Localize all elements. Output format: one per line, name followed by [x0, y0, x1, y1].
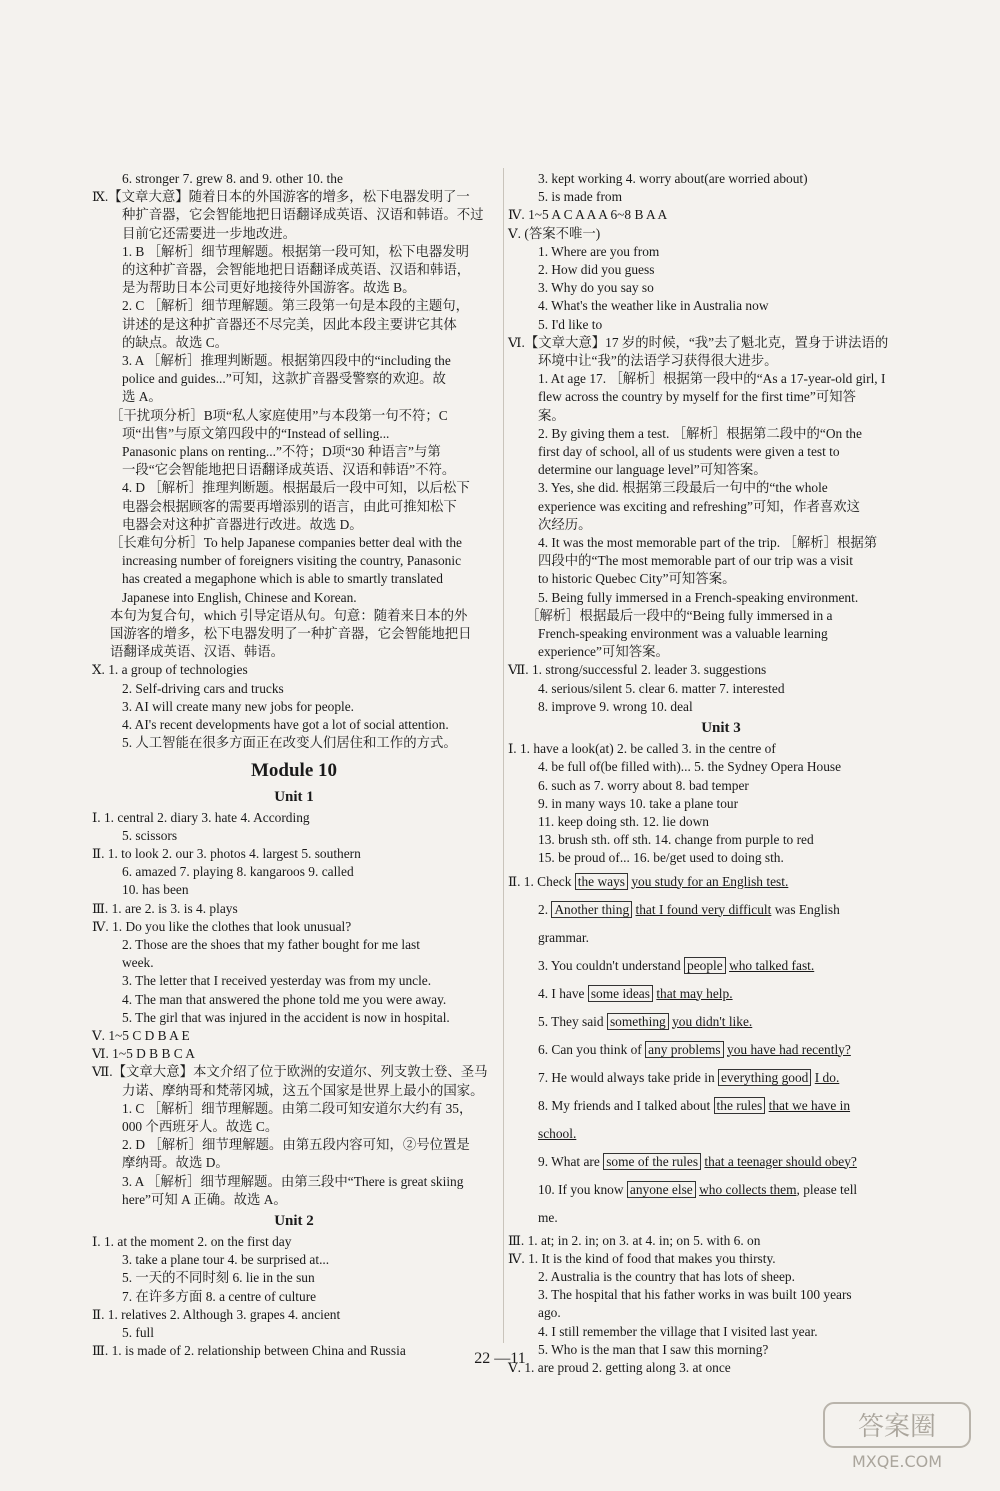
clause-underline: that a teenager should obey? — [704, 1153, 857, 1169]
answer-line: Ⅶ. 1. strong/successful 2. leader 3. suggestions — [508, 662, 767, 678]
antecedent-box: some ideas — [588, 985, 653, 1002]
answer-line: 2. Australia is the country that has lots of sheep. — [538, 1268, 795, 1284]
answer-line: flew across the country by myself for the first time”可知答 — [538, 389, 856, 405]
clause-underline: that we have in — [768, 1097, 851, 1113]
answer-line: Ⅱ. 1. relatives 2. Although 3. grapes 4. ancient — [92, 1306, 341, 1322]
clause-underline: who collects them — [699, 1181, 797, 1197]
clause-underline: you have had recently? — [727, 1041, 851, 1057]
answer-line: 2. By giving them a test. ［解析］根据第二段中的“On the — [538, 425, 862, 441]
answer-line: 讲述的是这种扩音器还不尽完美，因此本段主要讲它其体 — [122, 316, 457, 332]
clause-underline: you study for an English test. — [631, 873, 789, 889]
answer-line: 目前它还需要进一步地改进。 — [122, 225, 297, 241]
answer-line: 7. 在许多方面 8. a centre of culture — [122, 1288, 317, 1304]
line-text: 9. What are — [538, 1153, 604, 1169]
answer-line: 5. Who is the man that I saw this morning? — [538, 1341, 769, 1357]
answer-line: 的缺点。故选 C。 — [122, 334, 229, 350]
answer-line: 次经历。 — [538, 516, 592, 532]
line-text: , please tell — [796, 1181, 858, 1197]
answer-line: 语翻译成英语、汉语、韩语。 — [110, 644, 285, 660]
answer-line: 摩纳哥。故选 D。 — [122, 1155, 229, 1171]
answer-line: experience”可知答案。 — [538, 644, 669, 660]
answer-line: 3. AI will create many new jobs for people. — [122, 698, 355, 714]
answer-line: 4. D ［解析］推理判断题。根据最后一段中可知，以后松下 — [122, 480, 470, 496]
answer-line: ［长难句分析］To help Japanese companies better deal with the — [110, 535, 462, 551]
answer-line: Ⅴ. 1~5 C D B A E — [92, 1027, 190, 1043]
antecedent-box: any problems — [645, 1041, 724, 1058]
line-text: me. — [538, 1209, 558, 1225]
line-text: was English — [771, 901, 840, 917]
answer-line: 6. stronger 7. grew 8. and 9. other 10. the — [122, 171, 343, 186]
watermark-text: 答案圈 — [857, 1412, 937, 1442]
answer-line: 3. A ［解析］推理判断题。根据第四段中的“including the — [122, 353, 451, 369]
boxed-answer-line — [508, 952, 934, 980]
answer-line: 4. It was the most memorable part of the trip. ［解析］根据第 — [538, 535, 878, 551]
column-divider — [503, 168, 504, 1343]
answer-line: Panasonic plans on renting...”不符；D项“30 种语言”与第 — [122, 444, 441, 460]
answer-line: 4. What's the weather like in Australia now — [538, 298, 769, 314]
antecedent-box: the ways — [575, 873, 628, 890]
answer-line: 3. kept working 4. worry about(are worried about) — [538, 171, 808, 186]
answer-line: 1. At age 17. ［解析］根据第一段中的“As a 17-year-old girl, I — [538, 371, 886, 387]
left-column — [92, 170, 496, 1360]
answer-line: 环境中让“我”的法语学习获得很大进步。 — [538, 353, 778, 369]
answer-line: 本句为复合句，which 引导定语从句。句意：随着来日本的外 — [110, 607, 468, 623]
answer-line: 2. D ［解析］细节理解题。由第五段内容可知，②号位置是 — [122, 1137, 470, 1153]
answer-line: 3. The hospital that his father works in was built 100 years — [538, 1287, 852, 1303]
answer-line: experience was exciting and refreshing”可知，作者喜欢这 — [538, 498, 861, 514]
boxed-answer-line — [508, 1148, 934, 1176]
unit2-answer-block — [92, 1233, 496, 1360]
answer-line: to historic Quebec City”可知答案。 — [538, 571, 736, 587]
answer-line: 1. B ［解析］细节理解题。根据第一段可知，松下电器发明 — [122, 243, 470, 259]
answer-line: 10. has been — [122, 882, 189, 898]
boxed-answer-line — [508, 1204, 934, 1232]
answer-line: 电器会根据顾客的需要再增添别的语言，由此可推知松下 — [122, 498, 457, 514]
line-text: Ⅱ. 1. Check — [508, 873, 575, 889]
line-text: 10. If you know — [538, 1181, 627, 1197]
answer-line: ago. — [538, 1305, 561, 1321]
answer-line: Ⅴ. 1. are proud 2. getting along 3. at once — [508, 1359, 731, 1375]
line-text: 8. My friends and I talked about — [538, 1097, 714, 1113]
answer-line: 4. The man that answered the phone told me you were away. — [122, 991, 447, 1007]
page-number: 22 —11 — [474, 1350, 526, 1367]
answer-line: Ⅳ. 1~5 A C A A A 6~8 B A A — [508, 207, 668, 223]
answer-line: 3. take a plane tour 4. be surprised at... — [122, 1252, 330, 1268]
answer-line: 5. 人工智能在很多方面正在改变人们居住和工作的方式。 — [122, 735, 457, 751]
answer-line: 1. Where are you from — [538, 243, 660, 259]
answer-line: ［解析］根据最后一段中的“Being fully immersed in a — [526, 607, 833, 623]
answer-line: 5. Being fully immersed in a French-speaking environment. — [538, 589, 859, 605]
boxed-answer-line — [508, 1092, 934, 1120]
answer-line: 国游客的增多，松下电器发明了一种扩音器，它会智能地把日 — [110, 626, 472, 642]
answer-line: determine our language level”可知答案。 — [538, 462, 767, 478]
antecedent-box: the rules — [714, 1097, 766, 1114]
boxed-answer-line — [508, 1008, 934, 1036]
answer-line: 2. C ［解析］细节理解题。第三段第一句是本段的主题句， — [122, 298, 470, 314]
answer-line: Ⅳ. 1. It is the kind of food that makes you thirsty. — [508, 1250, 776, 1266]
answer-line: 案。 — [538, 407, 565, 423]
boxed-answer-line — [508, 868, 934, 896]
clause-underline: I do. — [814, 1069, 840, 1085]
answer-line: ［干扰项分析］B项“私人家庭使用”与本段第一句不符；C — [110, 407, 448, 423]
boxed-answer-line — [508, 1036, 934, 1064]
antecedent-box: everything good — [718, 1069, 811, 1086]
answer-line: Ⅲ. 1. at; in 2. in; on 3. at 4. in; on 5. with 6. on — [508, 1232, 761, 1248]
answer-line: Ⅵ.【文章大意】17 岁的时候，“我”去了魁北克，置身于讲法语的 — [508, 334, 889, 350]
answer-line: 000 个西班牙人。故选 C。 — [122, 1118, 279, 1134]
answer-line: police and guides...”可知，这款扩音器受警察的欢迎。故 — [122, 371, 446, 387]
boxed-answer-line — [508, 1120, 934, 1148]
answer-line: Ⅶ.【文章大意】本文介绍了位于欧洲的安道尔、列支敦士登、圣马 — [92, 1064, 488, 1080]
answer-line: 5. I'd like to — [538, 316, 603, 332]
clause-underline: that may help. — [656, 985, 733, 1001]
answer-line: 9. in many ways 10. take a plane tour — [538, 795, 739, 811]
antecedent-box: Another thing — [551, 901, 632, 918]
antecedent-box: anyone else — [627, 1181, 696, 1198]
answer-line: 15. be proud of... 16. be/get used to doing sth. — [538, 850, 784, 866]
unit1-answer-block — [92, 809, 496, 1209]
answer-line: 是为帮助日本公司更好地接待外国游客。故选 B。 — [122, 280, 416, 296]
answer-line: 11. keep doing sth. 12. lie down — [538, 813, 709, 829]
answer-line: 3. Why do you say so — [538, 280, 654, 296]
answer-line: Ⅴ. (答案不唯一) — [508, 225, 601, 241]
answer-line: French-speaking environment was a valuable learning — [538, 626, 828, 642]
antecedent-box: people — [684, 957, 726, 974]
answer-line: 选 A。 — [122, 389, 162, 405]
watermark-logo — [822, 1401, 972, 1473]
clause-underline: who talked fast. — [729, 957, 815, 973]
answer-line: week. — [122, 955, 154, 971]
line-text: grammar. — [538, 929, 589, 945]
answer-line: 4. be full of(be filled with)... 5. the Sydney Opera House — [538, 759, 842, 775]
boxed-answer-line — [508, 1176, 934, 1204]
line-text: 6. Can you think of — [538, 1041, 646, 1057]
answer-line: Ⅰ. 1. have a look(at) 2. be called 3. in the centre of — [508, 741, 776, 757]
answer-line: 5. is made from — [538, 189, 623, 205]
unit1-title: Unit 1 — [274, 788, 314, 805]
line-text: 7. He would always take pride in — [538, 1069, 718, 1085]
answer-line: Ⅸ.【文章大意】随着日本的外国游客的增多，松下电器发明了一 — [92, 189, 470, 205]
antecedent-box: something — [607, 1013, 669, 1030]
answer-line: 四段中的“The most memorable part of our trip was a visit — [538, 553, 853, 569]
left-answer-block — [92, 170, 496, 753]
answer-line: 一段“它会智能地把日语翻译成英语、汉语和韩语”不符。 — [122, 462, 456, 478]
answer-line: 项“出售”与原文第四段中的“Instead of selling... — [122, 425, 390, 441]
unit3-relative-clause-block — [508, 868, 934, 1232]
antecedent-box: some of the rules — [603, 1153, 701, 1170]
answer-line: 6. such as 7. worry about 8. bad temper — [538, 777, 749, 793]
clause-underline: you didn't like. — [672, 1013, 753, 1029]
line-text: 3. You couldn't understand — [538, 957, 684, 973]
answer-line: 5. The girl that was injured in the accident is now in hospital. — [122, 1009, 450, 1025]
right-answer-block — [508, 170, 934, 716]
answer-line: 5. full — [122, 1324, 154, 1340]
answer-line: Ⅵ. 1~5 D B B C A — [92, 1046, 195, 1062]
answer-line: 5. scissors — [122, 827, 178, 843]
answer-line: 种扩音器，它会智能地把日语翻译成英语、汉语和韩语。不过 — [122, 207, 484, 223]
line-text: 2. — [538, 901, 552, 917]
unit3-answer-block — [508, 740, 934, 867]
clause-underline: school. — [538, 1125, 577, 1141]
answer-line: here”可知 A 正确。故选 A。 — [122, 1191, 287, 1207]
answer-line: 1. C ［解析］细节理解题。由第二段可知安道尔大约有 35， — [122, 1100, 473, 1116]
answer-line: Ⅲ. 1. are 2. is 3. is 4. plays — [92, 900, 238, 916]
answer-line: 电器会对这种扩音器进行改进。故选 D。 — [122, 516, 363, 532]
answer-line: 4. I still remember the village that I visited last year. — [538, 1323, 818, 1339]
answer-line: Ⅱ. 1. to look 2. our 3. photos 4. largest 5. southern — [92, 845, 361, 861]
answer-line: 4. AI's recent developments have got a lot of social attention. — [122, 717, 449, 733]
answer-line: 的这种扩音器，会智能地把日语翻译成英语、汉语和韩语， — [122, 262, 471, 278]
answer-line: Ⅲ. 1. is made of 2. relationship between China and Russia — [92, 1343, 406, 1359]
answer-line: 3. The letter that I received yesterday was from my uncle. — [122, 973, 432, 989]
unit3-title: Unit 3 — [701, 720, 741, 737]
boxed-answer-line — [508, 896, 934, 924]
line-text: 4. I have — [538, 985, 588, 1001]
answer-line: 3. A ［解析］细节理解题。由第三段中“There is great skiing — [122, 1173, 464, 1189]
answer-line: 13. brush sth. off sth. 14. change from purple to red — [538, 832, 814, 848]
answer-line: 8. improve 9. wrong 10. deal — [538, 698, 693, 714]
boxed-answer-line — [508, 980, 934, 1008]
answer-line: 2. How did you guess — [538, 262, 655, 278]
boxed-answer-line — [508, 924, 934, 952]
answer-line: 2. Those are the shoes that my father bought for me last — [122, 936, 420, 952]
answer-line: 3. Yes, she did. 根据第三段最后一句中的“the whole — [538, 480, 828, 496]
answer-line: 4. serious/silent 5. clear 6. matter 7. interested — [538, 680, 785, 696]
unit2-title: Unit 2 — [274, 1212, 314, 1229]
answer-line: 2. Self-driving cars and trucks — [122, 680, 284, 696]
line-text: 5. They said — [538, 1013, 607, 1029]
answer-line: Ⅹ. 1. a group of technologies — [92, 662, 248, 678]
answer-line: first day of school, all of us students were given a test to — [538, 444, 840, 460]
answer-line: Ⅰ. 1. central 2. diary 3. hate 4. According — [92, 809, 310, 825]
answer-line: Japanese into English, Chinese and Korean. — [122, 589, 357, 605]
answer-line: 力诺、摩纳哥和梵蒂冈城，这五个国家是世界上最小的国家。 — [122, 1082, 484, 1098]
answer-line: Ⅰ. 1. at the moment 2. on the first day — [92, 1233, 292, 1249]
answer-line: Ⅳ. 1. Do you like the clothes that look unusual? — [92, 918, 352, 934]
clause-underline: that I found very difficult — [635, 901, 772, 917]
answer-line: increasing number of foreigners visiting the country, Panasonic — [122, 553, 462, 569]
answer-line: has created a megaphone which is able to smartly translated — [122, 571, 443, 587]
module-title: Module 10 — [250, 759, 338, 781]
answer-line: 6. amazed 7. playing 8. kangaroos 9. called — [122, 864, 354, 880]
right-column — [508, 170, 934, 1377]
watermark-url: MXQE.COM — [851, 1452, 943, 1471]
boxed-answer-line — [508, 1064, 934, 1092]
answer-line: 5. 一天的不同时刻 6. lie in the sun — [122, 1270, 315, 1286]
